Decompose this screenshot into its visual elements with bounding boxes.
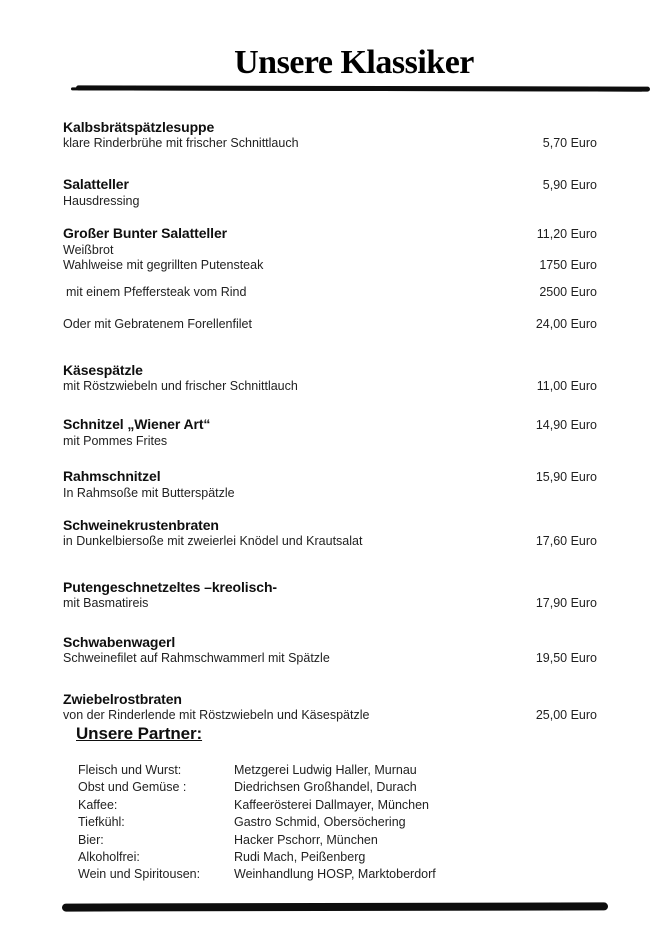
item-description: Wahlweise mit gegrillten Putensteak [63,258,264,272]
item-price: 1750 Euro [539,258,597,272]
partner-company-value: Rudi Mach, Peißenberg [234,850,366,865]
partner-row [78,866,578,883]
item-name-row [63,516,597,534]
item-description-row [63,708,597,723]
menu-item [63,633,597,666]
menu-item [66,285,597,300]
item-name-row [63,118,597,136]
item-name: Schweinekrustenbraten [63,517,219,533]
partner-company-value: Hacker Pschorr, München [234,832,378,847]
item-description-row [63,596,597,611]
item-price: 5,70 Euro [542,136,597,150]
item-price: 24,00 Euro [535,317,597,331]
partner-category-label: Alkoholfrei: [78,850,140,865]
item-description-row [63,534,597,549]
item-description: klare Rinderbrühe mit frischer Schnittlauch [63,136,299,150]
item-description: Schweinefilet auf Rahmschwammerl mit Spätzle [63,651,330,665]
item-name: Zwiebelrostbraten [63,691,182,707]
menu-item [63,361,597,394]
item-name-row [63,578,597,596]
item-description: mit einem Pfeffersteak vom Rind [66,285,247,299]
partner-row [78,762,578,779]
partner-category-label: Fleisch und Wurst: [78,763,182,777]
menu-item [63,317,597,332]
item-name: Putengeschnetzeltes –kreolisch- [63,579,277,595]
partner-company-value: Kaffeerösterei Dallmayer, München [234,797,430,812]
item-description-row [63,434,597,449]
partner-company-value: Gastro Schmid, Obersöchering [234,815,406,830]
item-name-row [63,633,597,651]
item-description: in Dunkelbiersoße mit zweierlei Knödel und Krautsalat [63,534,363,548]
item-name: Schwabenwagerl [63,634,176,650]
item-description: mit Basmatireis [63,596,149,610]
partner-category-label: Kaffee: [78,797,118,812]
menu-item [63,224,597,273]
item-price: 17,90 Euro [535,596,597,610]
menu-item [63,175,597,209]
partner-row [78,832,578,849]
item-price: 2500 Euro [539,285,597,299]
partners-heading: Unsere Partner: [76,724,203,743]
item-description: mit Röstzwiebeln und frischer Schnittlauch [63,379,298,393]
item-description-row [63,258,597,273]
item-description: Weißbrot [63,243,114,257]
item-description-row [63,486,597,501]
item-price: 5,90 Euro [542,178,597,192]
item-description-row [63,136,597,151]
item-description: von der Rinderlende mit Röstzwiebeln und Käsespätzle [63,708,370,722]
item-price: 11,20 Euro [536,227,597,241]
partner-row [78,797,578,814]
partners-list [78,762,578,884]
menu-item [63,467,597,501]
item-price: 25,00 Euro [535,708,597,722]
item-description-row [63,194,597,209]
item-description: In Rahmsoße mit Butterspätzle [63,486,235,500]
item-name-row [63,361,597,379]
item-price: 19,50 Euro [535,651,597,665]
item-name-row [63,690,597,708]
menu-item [63,578,597,611]
partner-row [78,814,578,831]
partner-row [78,849,578,866]
item-name-row [63,175,597,194]
footer-rule [62,902,608,911]
item-description: Hausdressing [63,194,140,208]
item-description-row [63,243,597,258]
partner-company-value: Diedrichsen Großhandel, Durach [234,780,417,795]
partner-category-label: Tiefkühl: [78,815,125,830]
menu-item [63,415,597,449]
item-name: Salatteller [63,176,129,192]
item-description-row [63,317,597,332]
item-price: 17,60 Euro [535,534,597,548]
partner-company-value: Metzgerei Ludwig Haller, Murnau [234,763,417,777]
item-description: Oder mit Gebratenem Forellenfilet [63,317,252,331]
partner-category-label: Wein und Spiritousen: [78,867,201,882]
item-price: 14,90 Euro [535,418,597,432]
menu-item [63,690,597,723]
page-title: Unsere Klassiker [234,44,474,81]
partner-category-label: Bier: [78,832,104,847]
item-description: mit Pommes Frites [63,434,168,448]
item-name-row [63,467,597,486]
menu-item [63,516,597,549]
title-underline-rule [76,85,650,91]
item-name: Käsespätzle [63,362,143,378]
item-name: Schnitzel „Wiener Art“ [63,416,211,432]
item-name-row [63,224,597,243]
item-name: Großer Bunter Salatteller [63,225,227,241]
partner-company-value: Weinhandlung HOSP, Marktoberdorf [234,867,436,882]
item-name: Rahmschnitzel [63,468,161,484]
item-description-row [63,379,597,394]
item-name-row [63,415,597,434]
menu-item [63,118,597,151]
item-price: 15,90 Euro [535,470,597,484]
item-price: 11,00 Euro [536,379,597,393]
partner-category-label: Obst und Gemüse : [78,780,187,795]
item-description-row [63,651,597,666]
item-name: Kalbsbrätspätzlesuppe [63,119,215,135]
partner-row [78,779,578,796]
item-description-row [66,285,597,300]
